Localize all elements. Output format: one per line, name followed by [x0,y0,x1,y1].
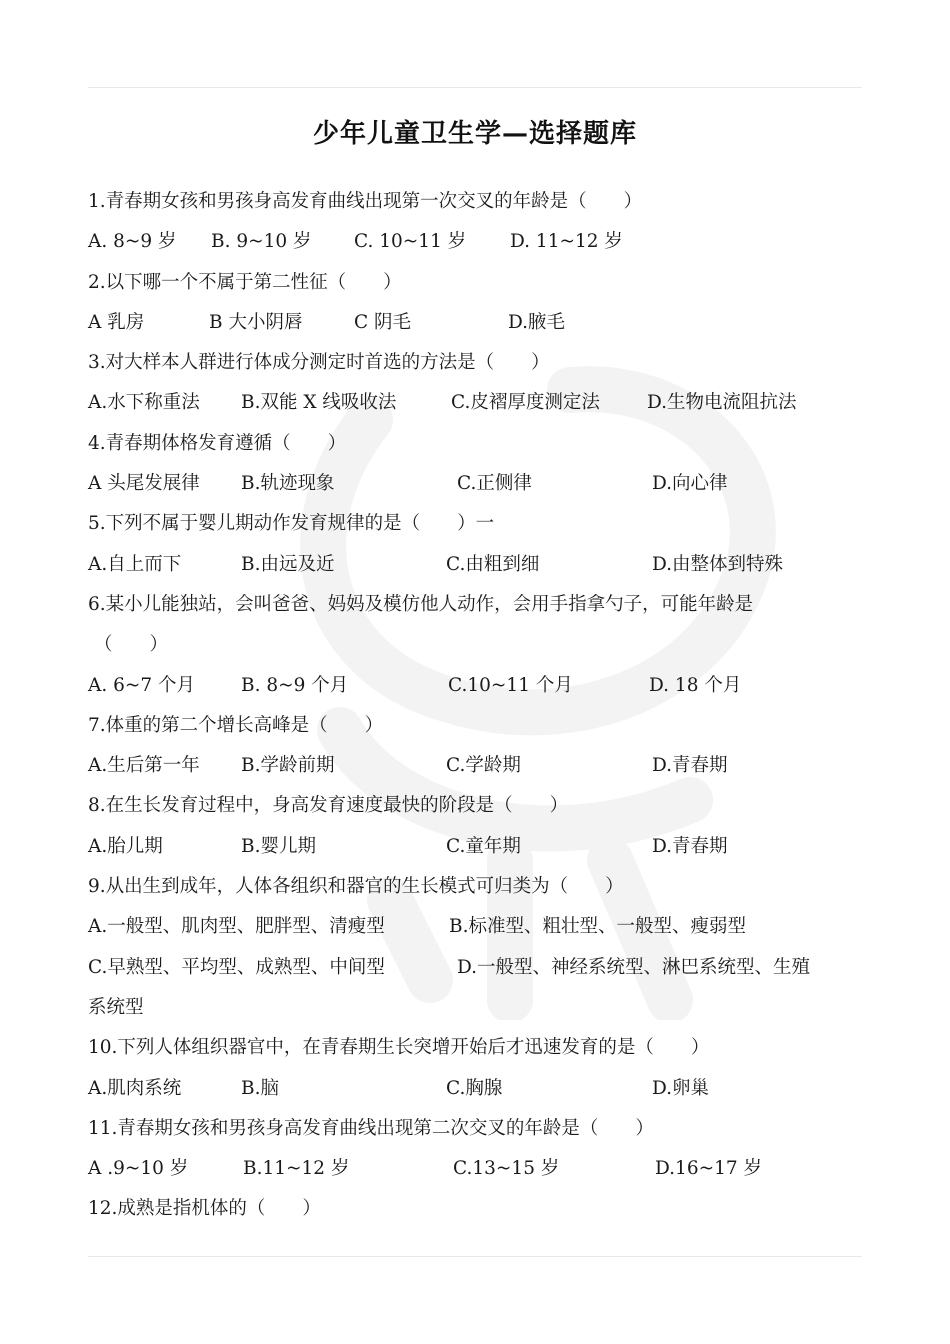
option-b: B.由远及近 [241,553,335,575]
question-9-options-tail: 系统型 [88,996,144,1018]
question-6-options [88,666,868,706]
option-c: C.13~15 岁 [453,1158,560,1180]
question-6-stem-cont: （ ） [94,634,169,656]
question-11-options [88,1149,868,1189]
question-3-stem: 3.对大样本人群进行体成分测定时首选的方法是（ ） [88,352,550,374]
option-b: B.学龄前期 [241,755,335,777]
question-12-stem: 12.成熟是指机体的（ ） [88,1198,321,1220]
option-d: D. 18 个月 [649,674,742,696]
question-10-options [88,1069,868,1109]
option-d: D.向心律 [652,473,728,495]
option-c: C.由粗到细 [446,553,540,575]
option-b: B.11~12 岁 [243,1158,350,1180]
option-a: A. 8~9 岁 [88,231,177,253]
question-8-options [88,827,868,867]
option-d: D. 11~12 岁 [510,231,623,253]
option-c: C.正侧律 [457,473,532,495]
option-d: D.由整体到特殊 [652,553,784,575]
option-b: B.脑 [241,1077,279,1099]
page-title: 少年儿童卫生学—选择题库 [312,119,637,149]
question-6-stem: 6.某小儿能独站，会叫爸爸、妈妈及模仿他人动作，会用手指拿勺子，可能年龄是 [88,593,754,615]
option-a: A.生后第一年 [88,755,200,777]
option-c: C 阴毛 [354,311,412,333]
question-1-stem: 1.青春期女孩和男孩身高发育曲线出现第一次交叉的年龄是（ ） [88,191,643,212]
option-b: B.标准型、粗壮型、一般型、瘦弱型 [449,916,746,938]
option-c: C.早熟型、平均型、成熟型、中间型 [88,956,385,978]
question-1-options [88,222,868,262]
option-b: B.轨迹现象 [241,473,335,495]
question-7-options [88,746,868,786]
option-d: D.一般型、神经系统型、淋巴系统型、生殖 [457,956,811,978]
option-a: A.肌肉系统 [88,1077,182,1099]
question-4-options [88,464,868,504]
question-list [88,182,868,1230]
option-c: C.胸腺 [446,1077,503,1099]
question-7-stem: 7.体重的第二个增长高峰是（ ） [88,714,384,736]
option-c: C.童年期 [446,835,521,857]
option-c: C.皮褶厚度测定法 [451,392,600,414]
option-a: A.胎儿期 [88,835,163,857]
question-9-stem: 9.从出生到成年，人体各组织和器官的生长模式可归类为（ ） [88,876,624,898]
option-b: B. 9~10 岁 [211,231,312,253]
question-4-stem: 4.青春期体格发育遵循（ ） [88,432,347,454]
question-5-stem: 5.下列不属于婴儿期动作发育规律的是（ ）一 [88,513,495,535]
question-9-options-row2 [88,948,868,988]
option-a: A. 6~7 个月 [88,674,196,696]
option-d: D.卵巢 [652,1077,710,1099]
option-b: B 大小阴唇 [209,311,303,333]
footer-rule [88,1256,862,1257]
question-10-stem: 10.下列人体组织器官中，在青春期生长突增开始后才迅速发育的是（ ） [88,1037,710,1059]
option-d: D.腋毛 [508,311,566,333]
option-a: A 头尾发展律 [88,473,200,495]
question-5-options [88,545,868,585]
option-a: A 乳房 [88,311,145,333]
option-a: A .9~10 岁 [88,1158,189,1180]
question-2-options [88,303,868,343]
option-c: C.10~11 个月 [448,674,573,696]
option-d: D.青春期 [652,835,728,857]
option-a: A.水下称重法 [88,392,200,414]
option-d: D.生物电流阻抗法 [647,392,797,414]
question-3-options [88,383,868,423]
option-b: B. 8~9 个月 [241,674,349,696]
option-a: A.一般型、肌肉型、肥胖型、清瘦型 [88,916,385,938]
option-d: D.青春期 [652,755,728,777]
question-9-options-row1 [88,907,868,947]
option-d: D.16~17 岁 [655,1158,763,1180]
option-b: B.双能 X 线吸收法 [241,392,397,414]
question-2-stem: 2.以下哪一个不属于第二性征（ ） [88,271,402,293]
option-c: C.学龄期 [446,755,521,777]
header-rule [88,87,862,88]
question-11-stem: 11.青春期女孩和男孩身高发育曲线出现第二次交叉的年龄是（ ） [88,1117,654,1139]
option-c: C. 10~11 岁 [354,231,467,253]
question-8-stem: 8.在生长发育过程中，身高发育速度最快的阶段是（ ） [88,795,569,817]
option-b: B.婴儿期 [241,835,316,857]
option-a: A.自上而下 [88,553,182,575]
